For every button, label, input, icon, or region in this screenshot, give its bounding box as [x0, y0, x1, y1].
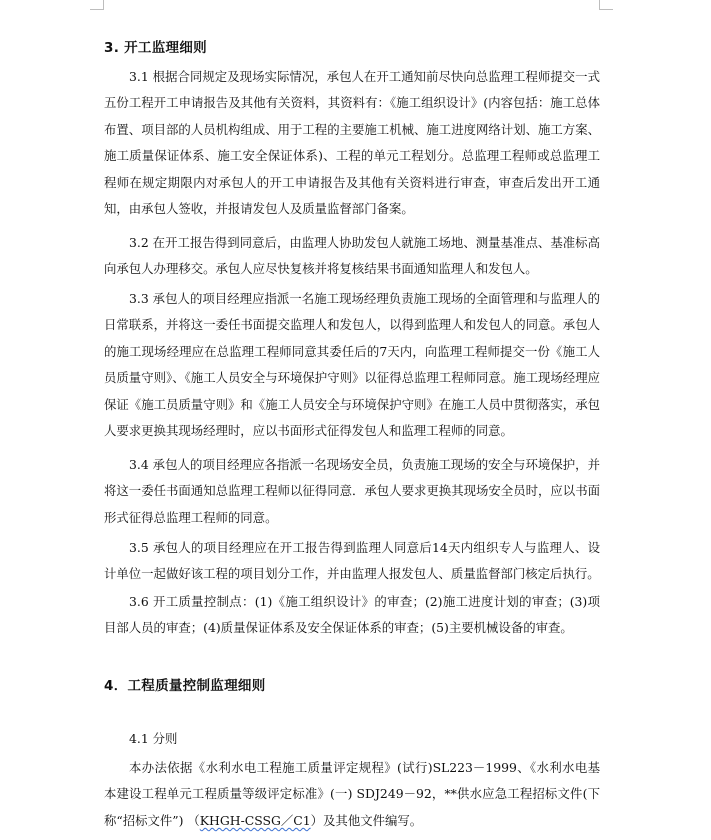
section-4-heading: 4．工程质量控制监理细则 — [104, 678, 266, 694]
paragraph-3-3: 3.3 承包人的项目经理应指派一名施工现场经理负责施工现场的全面管理和与监理人的日常联系，并将这一委任书面提交监理人和发包人，以得到监理人和发包人的同意。承包人的施工现场经理应在总监理工程师同意其委任后的7天内，向监理工程师提交一份《施工人员质量守则》、《施工人员安全与环境保护守则》以征得总监理工程师同意。施工现场经理应保证《施工员质量守则》和《施工人员安全与环境保护守则》在施工人员中贯彻落实，承包人要求更换其现场经理时，应以书面形式征得发包人和监理工程师的同意。 — [104, 291, 600, 439]
paragraph-3-4: 3.4 承包人的项目经理应各指派一名现场安全员，负责施工现场的安全与环境保护，并将这一委任书面通知总监理工程师以征得同意．承包人要求更换其现场安全员时，应以书面形式征得总监理工程师的同意。 — [104, 457, 600, 525]
corner-mark-left — [90, 0, 104, 10]
paragraph-3-2: 3.2 在开工报告得到同意后，由监理人协助发包人就施工场地、测量基准点、基准标高向承包人办理移交。承包人应尽快复核并将复核结果书面通知监理人和发包人。 — [104, 235, 600, 277]
corner-mark-right — [599, 0, 613, 10]
section-3-heading: 3. 开工监理细则 — [104, 40, 207, 56]
paragraph-4-1-text-b: ）及其他文件编写。 — [310, 812, 423, 828]
paragraph-4-1 — [104, 755, 600, 834]
document-code: KHGH-CSSG／C1 — [199, 812, 311, 828]
paragraph-3-5: 3.5 承包人的项目经理应在开工报告得到监理人同意后14天内组织专人与监理人、设计单位一起做好该工程的项目划分工作，并由监理人报发包人、质量监督部门核定后执行。 — [104, 540, 600, 582]
paragraph-4-1-title: 4.1 分则 — [129, 731, 178, 746]
paragraph-3-1: 3.1 根据合同规定及现场实际情况，承包人在开工通知前尽快向总监理工程师提交一式五份工程开工申请报告及其他有关资料，其资料有：《施工组织设计》(内容包括：施工总体布置、项目部的人员机构组成、用于工程的主要施工机械、施工进度网络计划、施工方案、施工质量保证体系、施工安全保证体系)、工程的单元工程划分。总监理工程师或总监理工程师在规定期限内对承包人的开工申请报告及其他有关资料进行审查，审查后发出开工通知，由承包人签收，并报请发包人及质量监督部门备案。 — [104, 69, 600, 217]
paragraph-3-6: 3.6 开工质量控制点：(1)《施工组织设计》的审查；(2)施工进度计划的审查；(3)项目部人员的审查；(4)质量保证体系及安全保证体系的审查；(5)主要机械设备的审查。 — [104, 594, 600, 636]
paragraph-4-1-text-a: 本办法依据《水利水电工程施工质量评定规程》(试行)SL223－1999、《水利水电基本建设工程单元工程质量等级评定标准》(一) SDJ249－92，**供水应急工程招标文件(下称“招标文件”) （ — [104, 760, 600, 828]
